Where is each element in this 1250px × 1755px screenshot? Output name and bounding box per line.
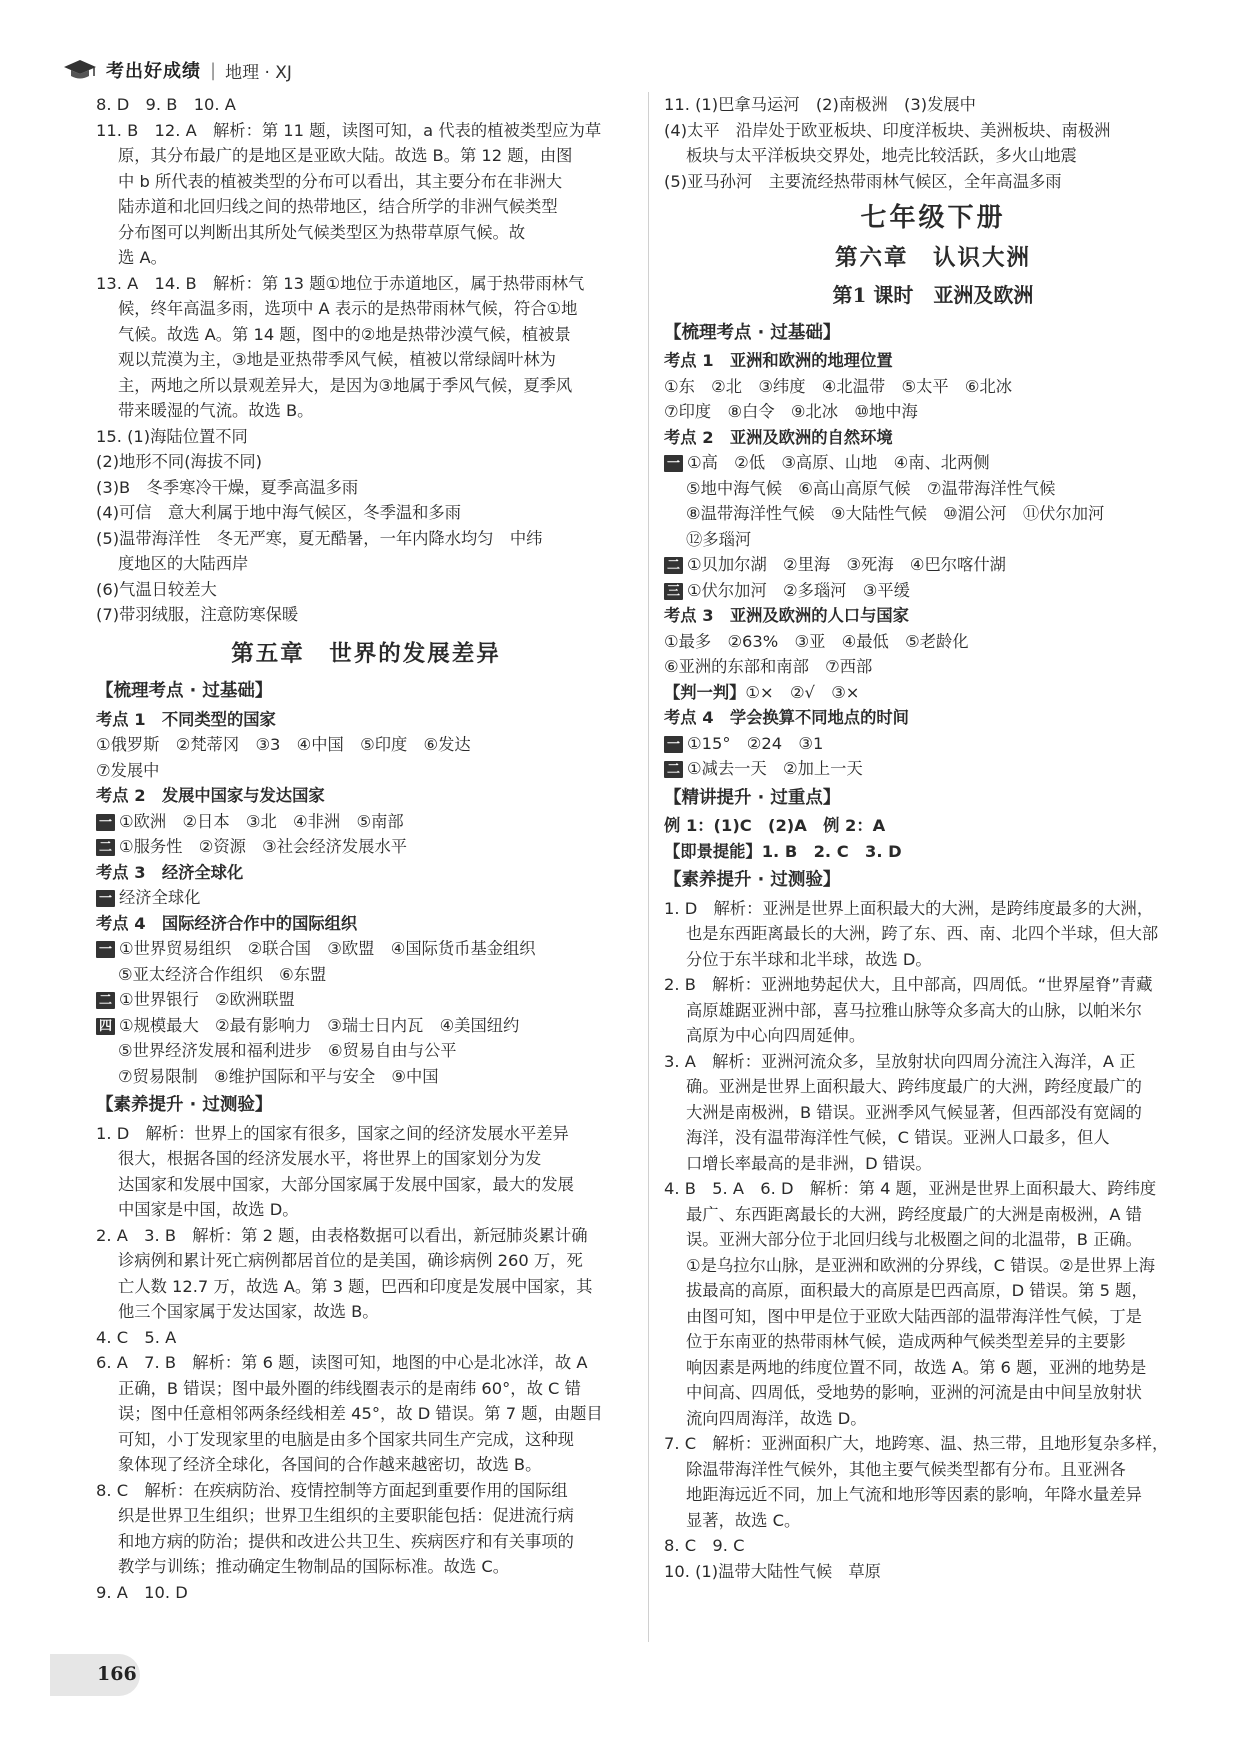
numbered-box: 三 — [664, 583, 683, 600]
kp3-line: 一 经济全球化 — [96, 885, 636, 911]
answer-line: (4)可信 意大利属于地中海气候区，冬季温和多雨 — [96, 503, 461, 522]
answer-line: (3)B 冬季寒冷干燥，夏季高温多雨 — [96, 477, 359, 497]
answer-line: 也是东西距离最长的大洲，跨了东、西、南、北四个半球，但大部 — [686, 924, 1159, 943]
lesson-title: 第1 课时 亚洲及欧洲 — [832, 283, 1034, 307]
kp2-line: 三 ①伏尔加河 ②多瑙河 ③平缓 — [664, 578, 1202, 604]
kp4-line: 二 ①世界银行 ②欧洲联盟 — [96, 987, 636, 1013]
answer-line: 主，两地之所以景观差异大，是因为③地属于季风气候，夏季风 — [118, 375, 573, 395]
answer-line: 由图可知，图中甲是位于亚欧大陆西部的温带海洋性气候，丁是 — [686, 1306, 1142, 1326]
section-basic: 【梳理考点 · 过基础】 — [664, 322, 841, 343]
kp3-heading: 考点 3 亚洲及欧洲的人口与国家 — [664, 606, 909, 625]
numbered-box: 二 — [96, 839, 115, 856]
kp2-line: 一 ①高 ②低 ③高原、山地 ④南、北两侧 — [664, 450, 1202, 476]
section-test: 【素养提升 · 过测验】 — [664, 870, 841, 890]
right-column — [664, 92, 1202, 1584]
answer-line: 板块与太平洋板块交界处，地壳比较活跃，多火山地震 — [686, 146, 1077, 165]
kp1-line: ⑦印度 ⑧白令 ⑨北冰 ⑩地中海 — [664, 402, 918, 421]
numbered-box: 一 — [664, 455, 683, 472]
numbered-box: 一 — [96, 814, 115, 831]
numbered-box: 一 — [96, 941, 115, 958]
answer-line: 高原为中心向四周延伸。 — [686, 1026, 866, 1045]
answer-line: 中间高、四周低，受地势的影响，亚洲的河流是由中间呈放射状 — [686, 1383, 1142, 1402]
answer-line: 1. D 解析：世界上的国家有很多，国家之间的经济发展水平差异 — [96, 1123, 569, 1143]
kp4-line: 一 ①15° ②24 ③1 — [664, 731, 1202, 757]
numbered-box: 二 — [664, 557, 683, 574]
left-answers-top — [96, 92, 636, 628]
answer-line: 选 A。 — [118, 248, 167, 267]
answer-line: (5)亚马孙河 主要流经热带雨林气候区，全年高温多雨 — [664, 171, 1062, 191]
left-test-answers — [96, 1121, 636, 1606]
answer-line: 高原雄踞亚洲中部，喜马拉雅山脉等众多高大的山脉，以帕米尔 — [686, 1000, 1142, 1020]
kp1-line: ①东 ②北 ③纬度 ④北温带 ⑤太平 ⑥北冰 — [664, 376, 1013, 396]
answer-line: 1. D 解析：亚洲是世界上面积最大的大洲，是跨纬度最多的大洲， — [664, 898, 1154, 918]
answer-line: ①是乌拉尔山脉，是亚洲和欧洲的分界线，C 错误。②是世界上海 — [686, 1255, 1156, 1275]
answer-line: 流向四周海洋，故选 D。 — [686, 1408, 867, 1428]
kp1-heading: 考点 1 不同类型的国家 — [96, 709, 276, 729]
answer-line: 误；图中任意相邻两条经线相差 45°，故 D 错误。第 7 题，由题目 — [118, 1404, 603, 1423]
answer-line: 陆赤道和北回归线之间的热带地区，结合所学的非洲气候类型 — [118, 197, 558, 216]
numbered-box: 二 — [96, 992, 115, 1009]
answer-line: 9. A 10. D — [96, 1582, 188, 1602]
grade-title: 七年级下册 — [860, 203, 1006, 233]
answer-line: 4. B 5. A 6. D 解析：第 4 题，亚洲是世界上面积最大、跨纬度 — [664, 1179, 1157, 1198]
chapter-5-title: 第五章 世界的发展差异 — [231, 640, 501, 667]
answer-line: 确。亚洲是世界上面积最大、跨纬度最广的大洲，跨经度最广的 — [686, 1077, 1142, 1096]
answer-line: 象体现了经济全球化，各国间的合作越来越密切，故选 B。 — [118, 1455, 542, 1474]
answer-line: 地距海远近不同，加上气流和地形等因素的影响，年降水量差异 — [686, 1485, 1142, 1504]
numbered-box: 一 — [664, 736, 683, 753]
kp1-line: ⑦发展中 — [96, 760, 160, 780]
answer-line: 6. A 7. B 解析：第 6 题，读图可知，地图的中心是北冰洋，故 A — [96, 1353, 588, 1372]
answer-line: 教学与训练；推动确定生物制品的国际标准。故选 C。 — [118, 1557, 510, 1576]
answer-line: 8. C 解析：在疾病防治、疫情控制等方面起到重要作用的国际组 — [96, 1480, 568, 1500]
answer-line: 8. C 9. C — [664, 1536, 745, 1555]
numbered-box: 四 — [96, 1018, 115, 1035]
answer-line: 织是世界卫生组织；世界卫生组织的主要职能包括：促进流行病 — [118, 1506, 574, 1525]
chapter-6-title: 第六章 认识大洲 — [834, 244, 1031, 271]
answer-line: 正确，B 错误；图中最外圈的纬线圈表示的是南纬 60°，故 C 错 — [118, 1378, 581, 1398]
column-divider — [648, 92, 649, 1642]
answer-line: 可知，小丁发现家里的电脑是由多个国家共同生产完成，这种现 — [118, 1429, 574, 1449]
answer-line: 显著，故选 C。 — [686, 1510, 801, 1530]
answer-line: 带来暖湿的气流。故选 B。 — [118, 401, 314, 420]
kp2-heading: 考点 2 亚洲及欧洲的自然环境 — [664, 427, 893, 447]
section-basic: 【梳理考点 · 过基础】 — [96, 681, 273, 701]
answer-line: 口增长率最高的是非洲，D 错误。 — [686, 1153, 932, 1173]
answer-line: 4. C 5. A — [96, 1327, 177, 1347]
answer-line: 2. B 解析：亚洲地势起伏大，且中部高，四周低。“世界屋脊”青藏 — [664, 975, 1153, 994]
graduation-cap-icon — [62, 58, 98, 82]
left-column — [96, 92, 636, 1605]
page-header — [62, 50, 292, 90]
answer-line: 8. D 9. B 10. A — [96, 95, 236, 114]
kp2-line: ⑤地中海气候 ⑥高山高原气候 ⑦温带海洋性气候 — [686, 478, 1056, 498]
numbered-box: 二 — [664, 761, 683, 778]
answer-line: 7. C 解析：亚洲面积广大，地跨寒、温、热三带，且地形复杂多样， — [664, 1434, 1169, 1453]
answer-line: 和地方病的防治；提供和改进公共卫生、疾病医疗和有关事项的 — [118, 1531, 574, 1551]
right-answers-top — [664, 92, 1202, 194]
kp4-line: ⑤亚太经济合作组织 ⑥东盟 — [118, 964, 327, 984]
answer-line: (5)温带海洋性 冬无严寒，夏无酷暑，一年内降水均匀 中纬 — [96, 528, 543, 548]
answer-line: 2. A 3. B 解析：第 2 题，由表格数据可以看出，新冠肺炎累计确 — [96, 1225, 588, 1245]
answer-line: 13. A 14. B 解析：第 13 题①地位于赤道地区，属于热带雨林气 — [96, 273, 585, 293]
answer-line: 分位于东半球和北半球，故选 D。 — [686, 949, 932, 969]
kp4-heading: 考点 4 国际经济合作中的国际组织 — [96, 913, 358, 933]
kp2-line: ⑧温带海洋性气候 ⑨大陆性气候 ⑩湄公河 ⑪伏尔加河 — [686, 504, 1105, 523]
answer-line: 海洋，没有温带海洋性气候，C 错误。亚洲人口最多，但人 — [686, 1128, 1110, 1147]
answer-line: (2)地形不同(海拔不同) — [96, 452, 263, 471]
answer-line: 大洲是南极洲，B 错误。亚洲季风气候显著，但西部没有宽阔的 — [686, 1102, 1142, 1122]
answer-line: 观以荒漠为主，③地是亚热带季风气候，植被以常绿阔叶林为 — [118, 350, 556, 369]
answer-line: 中 b 所代表的植被类型的分布可以看出，其主要分布在非洲大 — [118, 171, 563, 191]
page-number: 166 — [97, 1663, 137, 1685]
right-test-answers — [664, 896, 1202, 1585]
header-separator: | — [210, 59, 217, 81]
answer-line: 度地区的大陆西岸 — [118, 554, 249, 573]
kp2-line: 二 ①贝加尔湖 ②里海 ③死海 ④巴尔喀什湖 — [664, 552, 1202, 578]
answer-line: 15. (1)海陆位置不同 — [96, 426, 248, 446]
judge-line: 【判一判】①× ②√ ③× — [664, 682, 860, 702]
kp4-heading: 考点 4 学会换算不同地点的时间 — [664, 708, 909, 727]
answer-line: 10. (1)温带大陆性气候 草原 — [664, 1561, 881, 1581]
example-line: 例 1：(1)C (2)A 例 2：A — [664, 816, 886, 835]
kp3-line: ①最多 ②63% ③亚 ④最低 ⑤老龄化 — [664, 631, 969, 651]
answer-line: 3. A 解析：亚洲河流众多，呈放射状向四周分流注入海洋，A 正 — [664, 1051, 1136, 1071]
answer-line: 最广、东西距离最长的大洲，跨经度最广的大洲是南极洲，A 错 — [686, 1204, 1142, 1224]
answer-line: 候，终年高温多雨，选项中 A 表示的是热带雨林气候，符合①地 — [118, 299, 578, 318]
answer-line: 气候。故选 A。第 14 题，图中的②地是热带沙漠气候，植被景 — [118, 324, 571, 344]
judge-tag: 【判一判】 — [664, 682, 746, 702]
answer-line: 中国家是中国，故选 D。 — [118, 1200, 299, 1219]
answer-line: 位于东南亚的热带雨林气候，造成两种气候类型差异的主要影 — [686, 1332, 1126, 1351]
kp4-line: 一 ①世界贸易组织 ②联合国 ③欧盟 ④国际货币基金组织 — [96, 936, 636, 962]
kp4-line: ⑦贸易限制 ⑧维护国际和平与安全 ⑨中国 — [118, 1066, 439, 1086]
answer-line: 误。亚洲大部分位于北回归线与北极圈之间的北温带，B 正确。 — [686, 1230, 1142, 1249]
kp4-line: 四 ①规模最大 ②最有影响力 ③瑞士日内瓦 ④美国纽约 — [96, 1013, 636, 1039]
kp2-line: 二 ①服务性 ②资源 ③社会经济发展水平 — [96, 834, 636, 860]
answer-line: 响因素是两地的纬度位置不同，故选 A。第 6 题，亚洲的地势是 — [686, 1357, 1147, 1377]
kp1-heading: 考点 1 亚洲和欧洲的地理位置 — [664, 351, 893, 370]
section-key-points: 【精讲提升 · 过重点】 — [664, 787, 841, 808]
subject-label: 地理 · XJ — [225, 62, 292, 83]
brand-title: 考出好成绩 — [106, 61, 201, 82]
answer-line: 亡人数 12.7 万，故选 A。第 3 题，巴西和印度是发展中国家，其 — [118, 1276, 593, 1296]
answer-line: 诊病例和累计死亡病例都居首位的是美国，确诊病例 260 万，死 — [118, 1251, 583, 1270]
answer-line: 11. B 12. A 解析：第 11 题，读图可知，a 代表的植被类型应为草 — [96, 120, 602, 140]
answer-line: 他三个国家属于发达国家，故选 B。 — [118, 1302, 379, 1321]
kp3-heading: 考点 3 经济全球化 — [96, 862, 244, 882]
answer-line: (6)气温日较差大 — [96, 579, 217, 599]
kp2-line: ⑫多瑙河 — [686, 529, 752, 549]
answer-line: 拔最高的高原，面积最大的高原是巴西高原，D 错误。第 5 题， — [686, 1281, 1148, 1300]
answer-line: 原，其分布最广的是地区是亚欧大陆。故选 B。第 12 题，由图 — [118, 146, 573, 165]
section-test: 【素养提升 · 过测验】 — [96, 1095, 273, 1115]
answer-line: (4)太平 沿岸处于欧亚板块、印度洋板块、美洲板块、南极洲 — [664, 120, 1111, 140]
instant-tag: 【即景提能】 — [664, 841, 762, 861]
instant-line: 【即景提能】1. B 2. C 3. D — [664, 841, 902, 861]
kp4-line: ⑤世界经济发展和福利进步 ⑥贸易自由与公平 — [118, 1041, 457, 1060]
kp4-line: 二 ①减去一天 ②加上一天 — [664, 756, 1202, 782]
kp2-line: 一 ①欧洲 ②日本 ③北 ④非洲 ⑤南部 — [96, 809, 636, 835]
kp2-heading: 考点 2 发展中国家与发达国家 — [96, 786, 325, 805]
page-number-tab — [50, 1654, 140, 1696]
answer-line: 除温带海洋性气候外，其他主要气候类型都有分布。且亚洲各 — [686, 1459, 1126, 1479]
answer-line: 达国家和发展中国家，大部分国家属于发展中国家，最大的发展 — [118, 1174, 574, 1194]
numbered-box: 一 — [96, 890, 115, 907]
answer-line: 很大，根据各国的经济发展水平，将世界上的国家划分为发 — [118, 1149, 542, 1168]
answer-line: 11. (1)巴拿马运河 (2)南极洲 (3)发展中 — [664, 95, 976, 114]
answer-line: 分布图可以判断出其所处气候类型区为热带草原气候。故 — [118, 222, 526, 242]
answer-line: (7)带羽绒服，注意防寒保暖 — [96, 605, 299, 624]
kp3-line: ⑥亚洲的东部和南部 ⑦西部 — [664, 657, 873, 676]
kp1-line: ①俄罗斯 ②梵蒂冈 ③3 ④中国 ⑤印度 ⑥发达 — [96, 735, 471, 754]
